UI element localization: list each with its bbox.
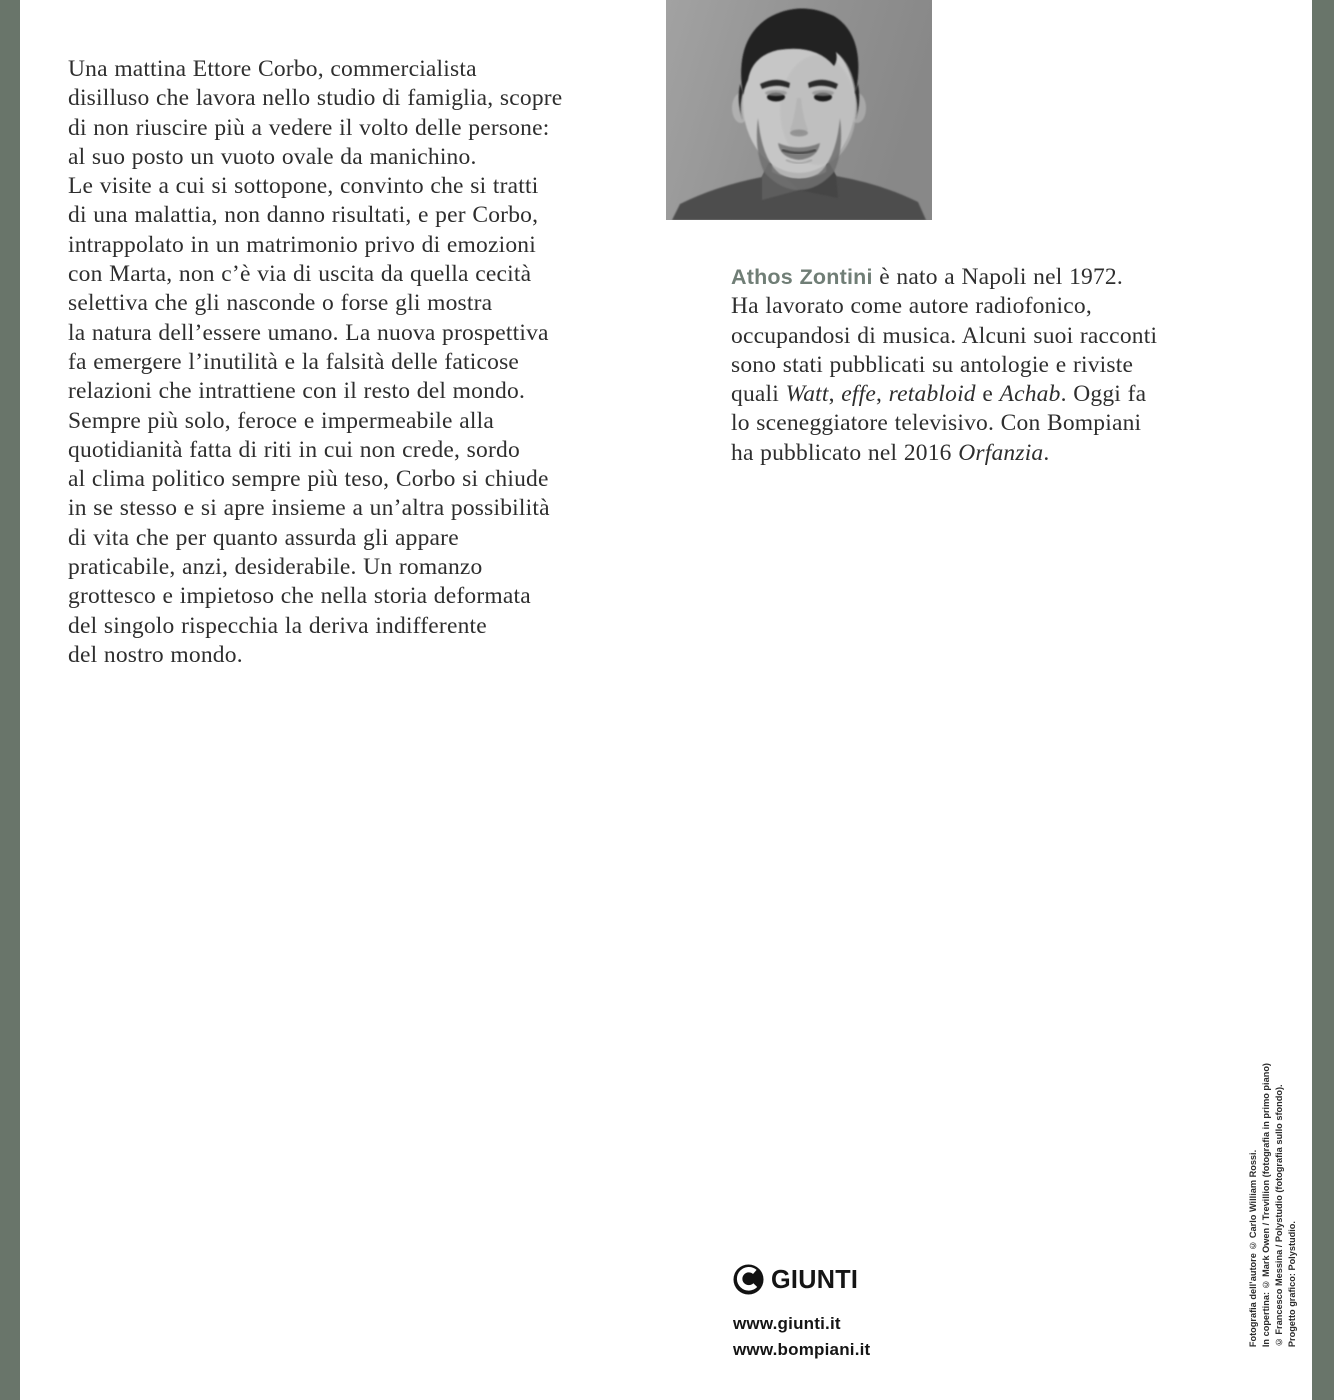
synopsis-line: del nostro mondo. [68,641,243,668]
giunti-wordmark: GIUNTI [771,1264,859,1294]
synopsis-line: Una mattina Ettore Corbo, commercialista [68,56,477,82]
magazine-title: Watt [785,381,829,408]
synopsis-line: al suo posto un vuoto ovale da manichino. [68,143,477,170]
publisher-block [733,1264,870,1363]
synopsis-line: grottesco e impietoso che nella storia deformata [68,583,531,610]
book-title: Orfanzia [958,439,1044,466]
synopsis-line: Le visite a cui si sottopone, convinto che si tratti [68,173,539,200]
bio-text: , [828,381,842,408]
bio-line [731,439,1231,468]
synopsis-line: intrappolato in un matrimonio privo di emozioni [68,231,536,258]
synopsis-line: selettiva che gli nasconde o forse gli mostra [68,290,493,317]
bio-line [731,380,1231,409]
author-portrait-illustration [666,0,932,220]
right-edge-strip [1312,0,1334,1400]
magazine-title: effe [841,381,876,408]
synopsis-line: di vita che per quanto assurda gli appare [68,524,459,551]
synopsis-line: con Marta, non c’è via di uscita da quella cecità [68,261,532,288]
author-bio [731,263,1231,468]
bio-line: Ha lavorato come autore radiofonico, [731,293,1092,320]
credit-line: Progetto grafico: Polystudio. [1287,1220,1297,1347]
synopsis-line: di una malattia, non danno risultati, e per Corbo, [68,202,539,229]
giunti-logo-icon [733,1264,764,1295]
photo-credits [1247,1063,1299,1347]
author-photo [666,0,932,220]
giunti-url: www.giunti.it [733,1314,841,1333]
credit-line: Fotografia dell’autore © Carlo William Rossi. [1248,1149,1258,1347]
bio-line: sono stati pubblicati su antologie e riviste [731,351,1134,378]
synopsis-line: del singolo rispecchia la deriva indifferente [68,612,487,639]
magazine-title: Achab [999,381,1061,408]
synopsis-line: al clima politico sempre più teso, Corbo si chiude [68,466,549,493]
synopsis-line: in se stesso e si apre insieme a un’altra possibilità [68,495,550,522]
credit-line: © Francesco Messina / Polystudio (fotografia sullo sfondo). [1274,1084,1284,1347]
bio-text: . [1043,439,1050,466]
bio-text: , [876,381,889,408]
magazine-title: retabloid [888,381,976,408]
synopsis-line: la natura dell’essere umano. La nuova prospettiva [68,319,549,346]
synopsis-line: fa emergere l’inutilità e la falsità delle faticose [68,348,520,375]
synopsis-line: disilluso che lavora nello studio di famiglia, scopre [68,85,563,112]
bio-text: . Oggi fa [1060,381,1147,408]
bio-line: lo sceneggiatore televisivo. Con Bompiani [731,410,1142,437]
credit-line: In copertina: © Mark Owen / Trevillion (fotografia in primo piano) [1261,1062,1271,1347]
author-name: Athos Zontini [731,265,873,289]
synopsis-line: relazioni che intrattiene con il resto del mondo. [68,378,526,405]
bio-line: occupandosi di musica. Alcuni suoi racconti [731,322,1158,349]
bio-text: e [975,381,1000,408]
giunti-logo [733,1264,870,1295]
bio-text: quali [731,381,786,408]
synopsis-line: di non riuscire più a vedere il volto delle persone: [68,114,550,141]
bio-line [731,263,1231,292]
bompiani-url: www.bompiani.it [733,1340,871,1359]
bio-text: è nato a Napoli nel 1972. [872,264,1123,290]
bio-text: ha pubblicato nel 2016 [731,439,959,466]
synopsis-paragraph [68,55,562,670]
synopsis-line: Sempre più solo, feroce e impermeabile alla [68,407,494,434]
synopsis-line: praticabile, anzi, desiderabile. Un romanzo [68,554,483,581]
synopsis-line: quotidianità fatta di riti in cui non crede, sordo [68,436,520,463]
left-edge-strip [0,0,20,1400]
